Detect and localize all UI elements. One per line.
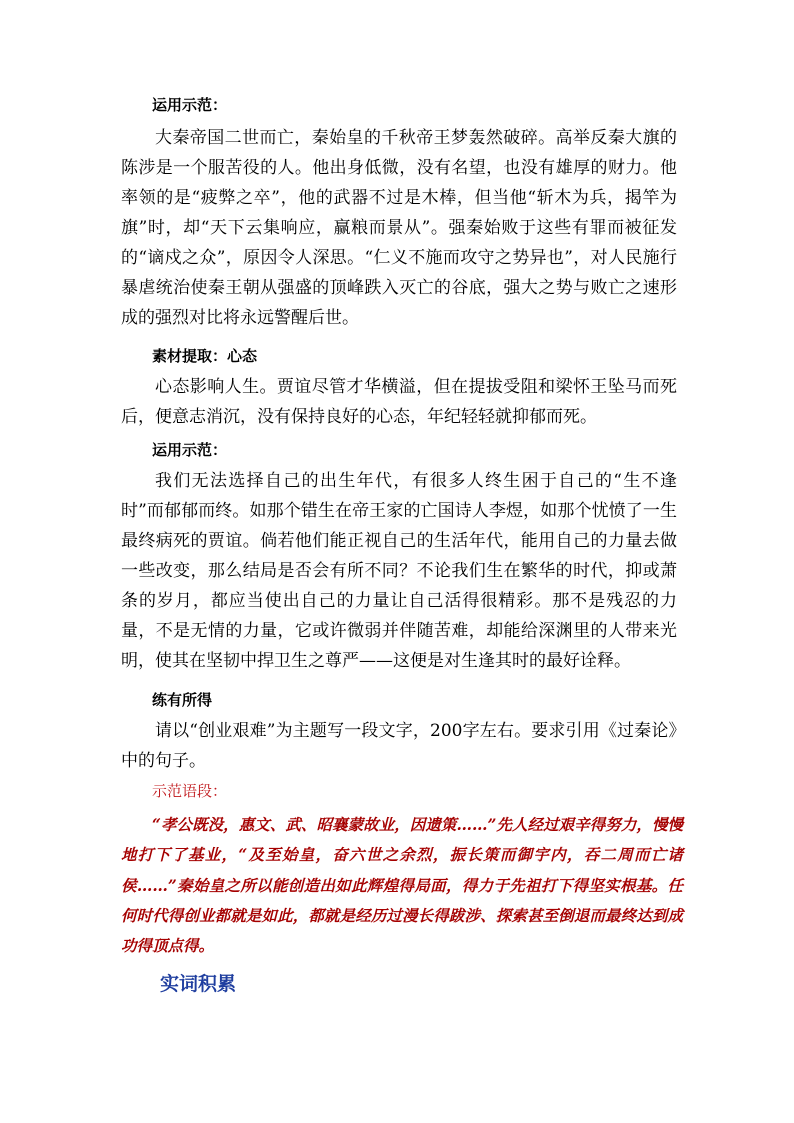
example-paragraph-1: 大秦帝国二世而亡，秦始皇的千秋帝王梦轰然破碎。高举反秦大旗的陈涉是一个服苦役的人。他出身低微，没有名望，也没有雄厚的财力。他率领的是“疲弊之卒”，他的武器不过是木棒，但当他“斩木为兵，揭竿为旗”时，却“天下云集响应，赢粮而景从”。强秦始败于这些有罪而被征发的“谪戍之众”，原因令人深思。“仁义不施而攻守之势异也”，对人民施行暴虐统治使秦王朝从强盛的顶峰跌入灭亡的谷底，强大之势与败亡之速形成的强烈对比将永远警醒后世。 [121, 128, 677, 328]
example-heading-2: 运用示范： [152, 441, 228, 459]
practice-paragraph: 请以“创业艰难”为主题写一段文字，200字左右。要求引用《过秦论》中的句子。 [121, 721, 677, 771]
example-paragraph-2: 我们无法选择自己的出生年代，有很多人终生困于自己的“生不逢时”而郁郁而终。如那个错生在帝王家的亡国诗人李煜，如那个忧愤了一生最终病死的贾谊。倘若他们能正视自己的生活年代，能用自己的力量去做一些改变，那么结局是否会有所不同？不论我们生在繁华的时代，抑或萧条的岁月，都应当使出自己的力量让自己活得很精彩。那不是残忍的力量，不是无情的力量，它或许微弱并伴随苦难，却能给深渊里的人带来光明，使其在坚韧中捍卫生之尊严——这便是对生逢其时的最好诠释。 [121, 471, 677, 671]
sample-heading: 示范语段： [152, 782, 228, 800]
section-title: 实词积累 [160, 973, 237, 995]
material-heading: 素材提取：心态 [152, 347, 258, 365]
material-paragraph: 心态影响人生。贾谊尽管才华横溢，但在提拔受阻和梁怀王坠马而死后，便意志消沉，没有保持良好的心态，年纪轻轻就抑郁而死。 [121, 377, 677, 427]
sample-paragraph: “孝公既没，惠文、武、昭襄蒙故业，因遗策……”先人经过艰辛得努力，慢慢地打下了基业，“及至始皇，奋六世之余烈，振长策而御宇内，吞二周而亡诸侯……”秦始皇之所以能创造出如此辉煌得局面，得力于先祖打下得坚实根基。任何时代得创业都就是如此，都就是经历过漫长得跋涉、探索甚至倒退而最终达到成功得顶点得。 [121, 815, 683, 956]
example-heading-1: 运用示范： [152, 96, 228, 114]
practice-heading: 练有所得 [152, 691, 213, 709]
